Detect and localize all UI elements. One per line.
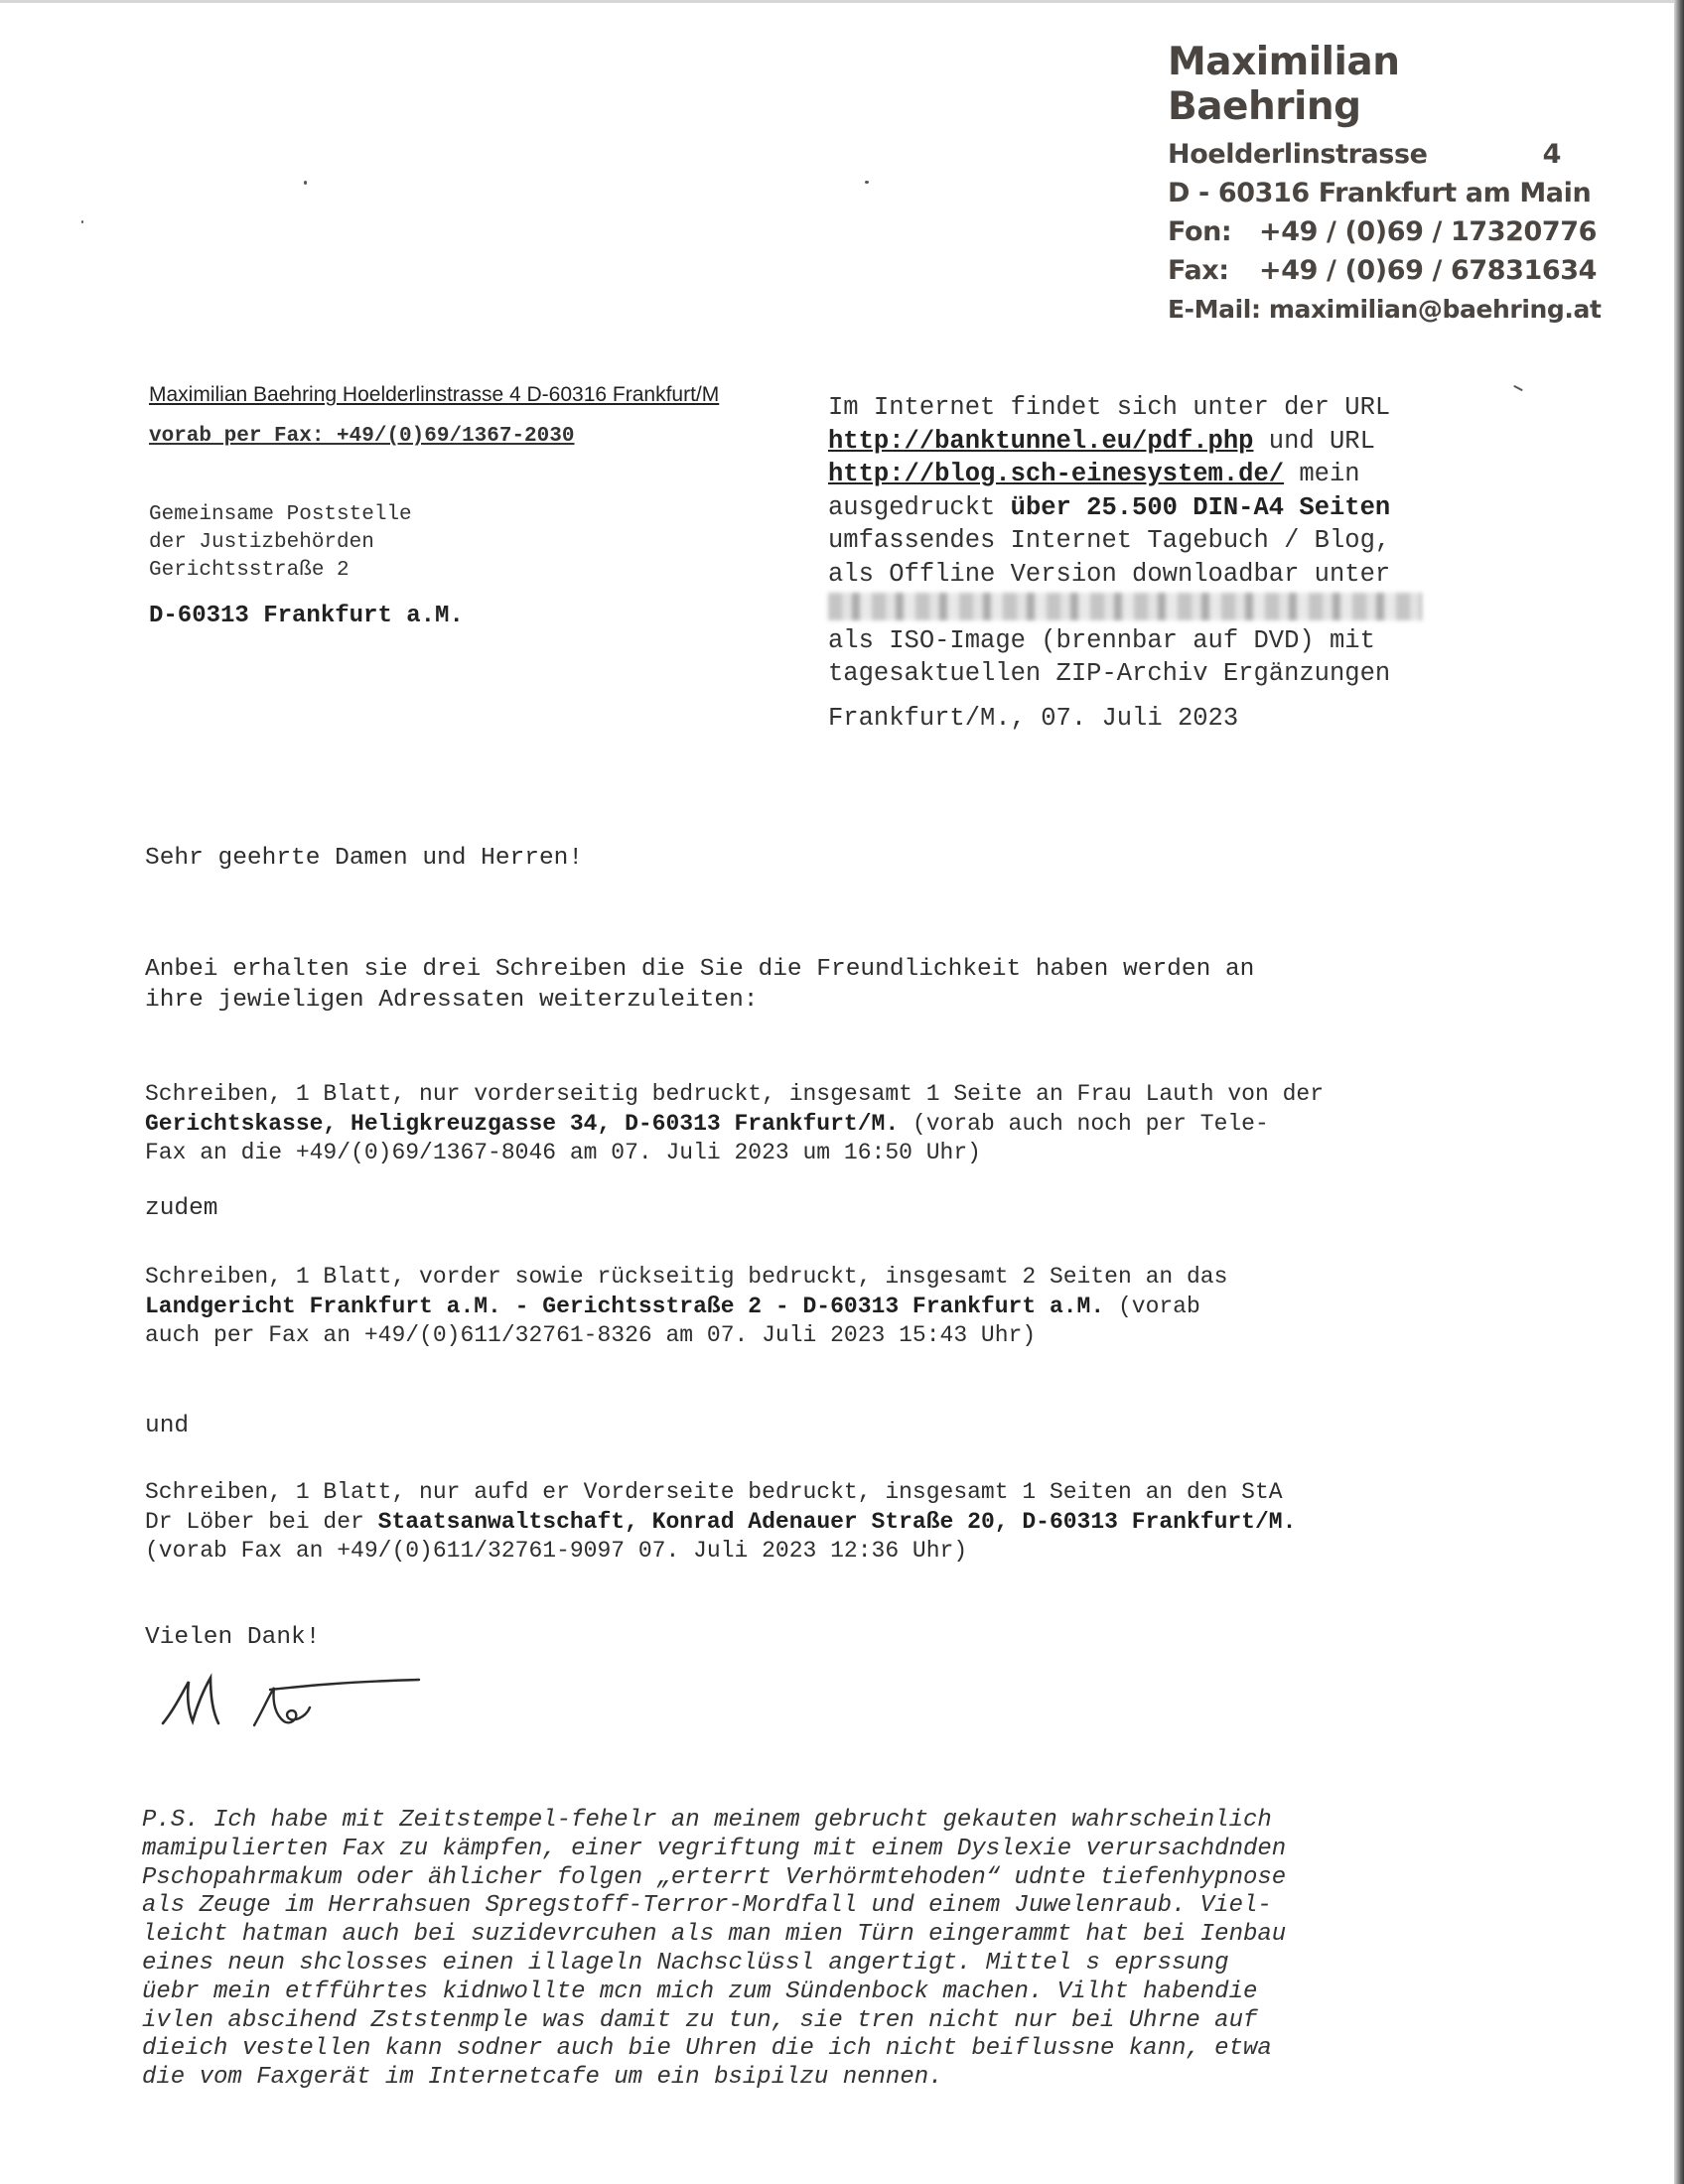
letterhead-fax: [1168, 251, 1598, 290]
info-line: als ISO-Image (brennbar auf DVD) mit: [828, 625, 1375, 655]
recipient-line: Gerichtsstraße 2: [149, 559, 350, 582]
postscript: P.S. Ich habe mit Zeitstempel-fehelr an meinem gebrucht gekauten wahrscheinlich mamipulierten Fax zu kämpfen, einer vegriftung mit einem Dyslexie verursachdnden Pschopahrmakum oder ählicher folgen „erterrt Verhörmtehoden“ udnte tiefenhypnose als Zeuge im Herrahsuen Spregstoff-Terror-Mordfall und einem Juwelenraub. Viel- leicht hatman auch bei suzidevrcuhen als man mien Türn eingerammt hat bei Ienbau eines neun shclosses einen illageln Nachsclüssl angertigt. Mittel s eprssung üebr mein etfführtes kidnwollte mcn mich zum Sündenbock machen. Vilht habendie ivlen abscihend Zststenmple was damit zu tun, sie tren nicht nur bei Uhrne auf dieich vestellen kann sodner auch bie Uhren die ich nicht beiflussne kann, etwa die vom Faxgerät im Internetcafe um ein bsipilzu nennen.: [142, 1807, 1287, 2092]
letterhead: [1168, 40, 1602, 329]
info-line: ausgedruckt über 25.500 DIN-A4 Seiten: [828, 492, 1391, 522]
und-text: und: [145, 1413, 190, 1439]
recipient-city: D-60313 Frankfurt a.M.: [149, 603, 464, 629]
redacted-url: [828, 593, 1422, 620]
zudem-text: zudem: [145, 1195, 218, 1222]
sender-line: Maximilian Baehring Hoelderlinstrasse 4 D-60316 Frankfurt/M: [149, 383, 720, 406]
item-staatsanwaltschaft: Schreiben, 1 Blatt, nur aufd er Vorderseite bedruckt, insgesamt 1 Seiten an den StA Dr Löber bei der Staatsanwaltschaft, Konrad Adenauer Straße 20, D-60313 Frankfurt/M. (vorab Fax an +49/(0)611/32761-9097 07. Juli 2023 12:36 Uhr): [145, 1479, 1297, 1564]
phone-number: +49 / (0)69 / 17320776: [1259, 216, 1598, 247]
fax-number: +49 / (0)69 / 67831634: [1259, 255, 1598, 286]
letterhead-house-number: 4: [1542, 139, 1561, 170]
recipient-address: [149, 501, 412, 585]
info-line: http://blog.sch-einesystem.de/ mein: [828, 460, 1360, 488]
scan-speck: [865, 181, 869, 184]
fax-notice: vorab per Fax: +49/(0)69/1367-2030: [149, 425, 575, 448]
item-gerichtskasse: Schreiben, 1 Blatt, nur vorderseitig bedruckt, insgesamt 1 Seite an Frau Lauth von der Gerichtskasse, Heligkreuzgasse 34, D-60313 Frankfurt/M. (vorab auch noch per Tele- Fax an die +49/(0)69/1367-8046 am 07. Juli 2023 um 16:50 Uhr): [145, 1081, 1324, 1165]
letterhead-street: [1168, 135, 1561, 174]
fax-label: Fax:: [1168, 255, 1229, 286]
salutation: Sehr geehrte Damen und Herren!: [145, 845, 584, 872]
info-line: http://banktunnel.eu/pdf.php und URL: [828, 426, 1375, 456]
info-line: [828, 591, 1503, 624]
info-line: umfassendes Internet Tagebuch / Blog,: [828, 526, 1391, 555]
letterhead-city: D - 60316 Frankfurt am Main: [1168, 178, 1592, 208]
info-line: tagesaktuellen ZIP-Archiv Ergänzungen: [828, 659, 1391, 688]
closing: Vielen Dank!: [145, 1624, 321, 1651]
url-banktunnel-link[interactable]: http://banktunnel.eu/pdf.php: [828, 426, 1254, 456]
letterhead-phone: [1168, 212, 1598, 251]
intro-paragraph: Anbei erhalten sie drei Schreiben die Sie die Freundlichkeit haben werden an ihre jewieligen Adressaten weiterzuleiten:: [145, 956, 1255, 1014]
handwritten-signature: [159, 1668, 437, 1747]
phone-label: Fon:: [1168, 216, 1232, 247]
item-landgericht: Schreiben, 1 Blatt, vorder sowie rückseitig bedruckt, insgesamt 2 Seiten an das Landgericht Frankfurt a.M. - Gerichtsstraße 2 - D-60313 Frankfurt a.M. (vorab auch per Fax an +49/(0)611/32761-8326 am 07. Juli 2023 15:43 Uhr): [145, 1264, 1228, 1348]
url-blog-link[interactable]: http://blog.sch-einesystem.de/: [828, 460, 1285, 488]
scan-speck: [81, 220, 83, 223]
scan-speck: [1513, 385, 1523, 391]
info-line: Im Internet findet sich unter der URL: [828, 393, 1391, 422]
recipient-line: der Justizbehörden: [149, 531, 374, 554]
page-top-edge: [0, 0, 1674, 3]
scan-speck: [304, 181, 307, 185]
info-block: [828, 391, 1503, 691]
letter-date: Frankfurt/M., 07. Juli 2023: [828, 704, 1239, 733]
page-right-edge: [1674, 0, 1684, 2184]
info-line: als Offline Version downloadbar unter: [828, 559, 1391, 589]
letterhead-name: Maximilian Baehring: [1168, 40, 1400, 129]
recipient-line: Gemeinsame Poststelle: [149, 503, 412, 526]
letterhead-street-name: Hoelderlinstrasse: [1168, 139, 1428, 170]
letterhead-email: E-Mail: maximilian@baehring.at: [1168, 295, 1602, 324]
